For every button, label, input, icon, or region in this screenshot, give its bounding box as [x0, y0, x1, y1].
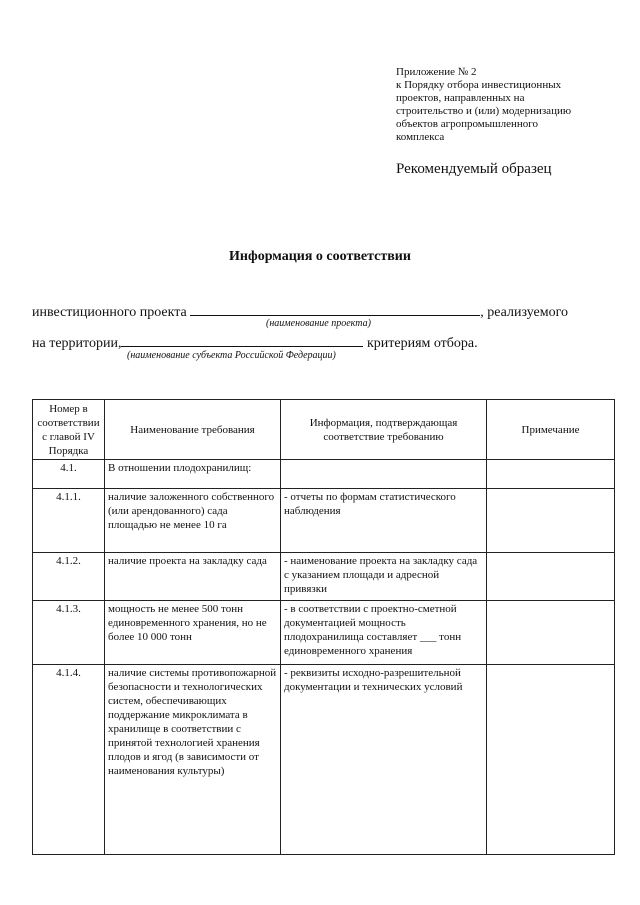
document-title: Информация о соответствии: [229, 249, 411, 264]
table-row: [33, 601, 615, 665]
row-note[interactable]: [487, 553, 615, 601]
row-information[interactable]: - в соответствии с проектно-сметной документацией мощность плодохранилища составляет ___ тонн единовременного хранения: [281, 601, 487, 665]
annex-line: проектов, направленных на: [396, 92, 525, 104]
row-requirement: наличие системы противопожарной безопасности и технологических систем, обеспечивающих поддержание микроклимата в хранилище в соответствии с принятой технологией хранения плодов и ягод (в зависимости от наименования культуры): [105, 665, 281, 855]
header-information: Информация, подтверждающая соответствие требованию: [281, 400, 487, 460]
annex-line: объектов агропромышленного: [396, 118, 538, 130]
region-name-hint: (наименование субъекта Российской Федерации): [127, 350, 336, 361]
table-row: [33, 553, 615, 601]
annex-line: комплекса: [396, 131, 445, 143]
annex-block: [396, 66, 611, 144]
header-note: Примечание: [487, 400, 615, 460]
row-requirement: наличие заложенного собственного (или арендованного) сада площадью не менее 10 га: [105, 489, 281, 553]
requirements-table: [32, 399, 615, 855]
table-row: [33, 489, 615, 553]
row-number: 4.1.3.: [33, 601, 105, 665]
recommended-sample-label: Рекомендуемый образец: [396, 161, 552, 177]
row-note[interactable]: [487, 460, 615, 489]
row-information[interactable]: [281, 460, 487, 489]
annex-line: строительство и (или) модернизацию: [396, 105, 572, 117]
row-requirement: наличие проекта на закладку сада: [105, 553, 281, 601]
row-number: 4.1.2.: [33, 553, 105, 601]
territory-line-prefix: на территории,: [32, 336, 122, 351]
header-number: Номер в соответствии с главой IV Порядка: [33, 400, 105, 460]
row-information[interactable]: - реквизиты исходно-разрешительной документации и технических условий: [281, 665, 487, 855]
row-note[interactable]: [487, 665, 615, 855]
project-name-hint: (наименование проекта): [266, 318, 371, 329]
region-name-blank[interactable]: [121, 333, 363, 347]
table-row: [33, 665, 615, 855]
territory-line-suffix: критериям отбора.: [366, 336, 478, 351]
row-requirement: В отношении плодохранилищ:: [105, 460, 281, 489]
table-row: [33, 460, 615, 489]
row-note[interactable]: [487, 489, 615, 553]
row-requirement: мощность не менее 500 тонн единовременного хранения, но не более 10 000 тонн: [105, 601, 281, 665]
row-number: 4.1.: [33, 460, 105, 489]
table-header-row: [33, 400, 615, 460]
project-name-blank[interactable]: [190, 302, 480, 316]
row-number: 4.1.4.: [33, 665, 105, 855]
row-information[interactable]: - отчеты по формам статистического наблюдения: [281, 489, 487, 553]
project-line-prefix: инвестиционного проекта: [32, 305, 187, 320]
project-line-suffix: , реализуемого: [480, 305, 568, 320]
annex-line: к Порядку отбора инвестиционных: [396, 79, 562, 91]
header-requirement: Наименование требования: [105, 400, 281, 460]
annex-line: Приложение № 2: [396, 66, 477, 78]
row-note[interactable]: [487, 601, 615, 665]
row-number: 4.1.1.: [33, 489, 105, 553]
row-information[interactable]: - наименование проекта на закладку сада с указанием площади и адресной привязки: [281, 553, 487, 601]
